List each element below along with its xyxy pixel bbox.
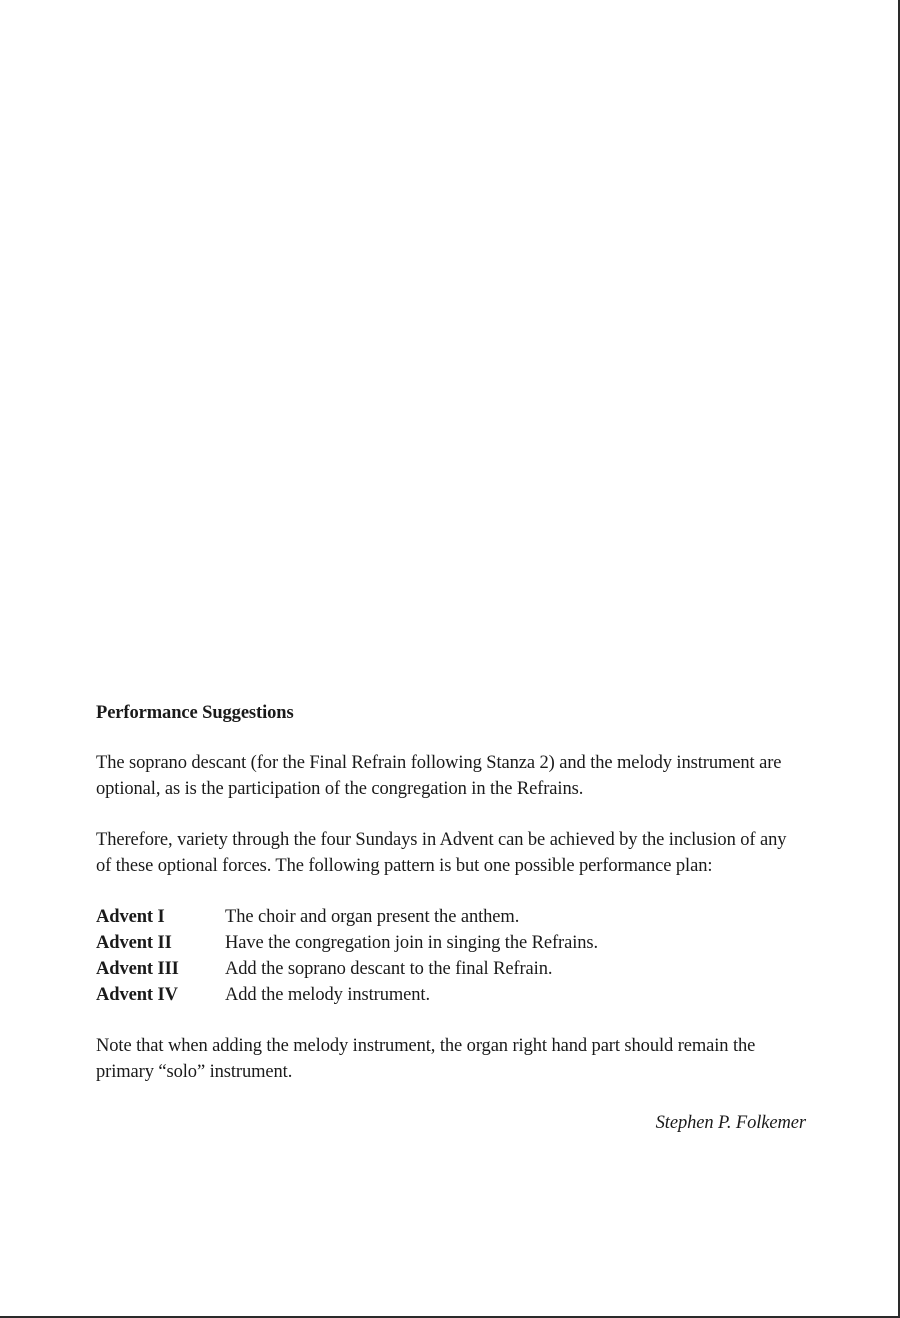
plan-label: Advent II: [96, 933, 172, 953]
plan-label: Advent III: [96, 959, 179, 979]
paragraph-variety: Therefore, variety through the four Sundays in Advent can be achieved by the inclusion of any of these optional forces. The following pattern is but one possible performance plan:: [96, 830, 787, 876]
document-body: [96, 700, 806, 1136]
plan-row: [96, 982, 806, 1008]
plan-row: [96, 930, 806, 956]
paragraph-note: Note that when adding the melody instrument, the organ right hand part should remain the primary “solo” instrument.: [96, 1036, 756, 1082]
performance-plan: [96, 904, 806, 1008]
author-signature: Stephen P. Folkemer: [655, 1113, 806, 1133]
plan-description: Add the melody instrument.: [225, 985, 430, 1005]
plan-description: Have the congregation join in singing the Refrains.: [225, 933, 599, 953]
plan-label: Advent I: [96, 907, 165, 927]
plan-row: [96, 904, 806, 930]
plan-description: Add the soprano descant to the final Refrain.: [225, 959, 553, 979]
plan-row: [96, 956, 806, 982]
plan-description: The choir and organ present the anthem.: [225, 907, 520, 927]
plan-label: Advent IV: [96, 985, 178, 1005]
paragraph-optional-parts: The soprano descant (for the Final Refrain following Stanza 2) and the melody instrument are optional, as is the participation of the congregation in the Refrains.: [96, 753, 782, 799]
section-heading: Performance Suggestions: [96, 703, 294, 723]
